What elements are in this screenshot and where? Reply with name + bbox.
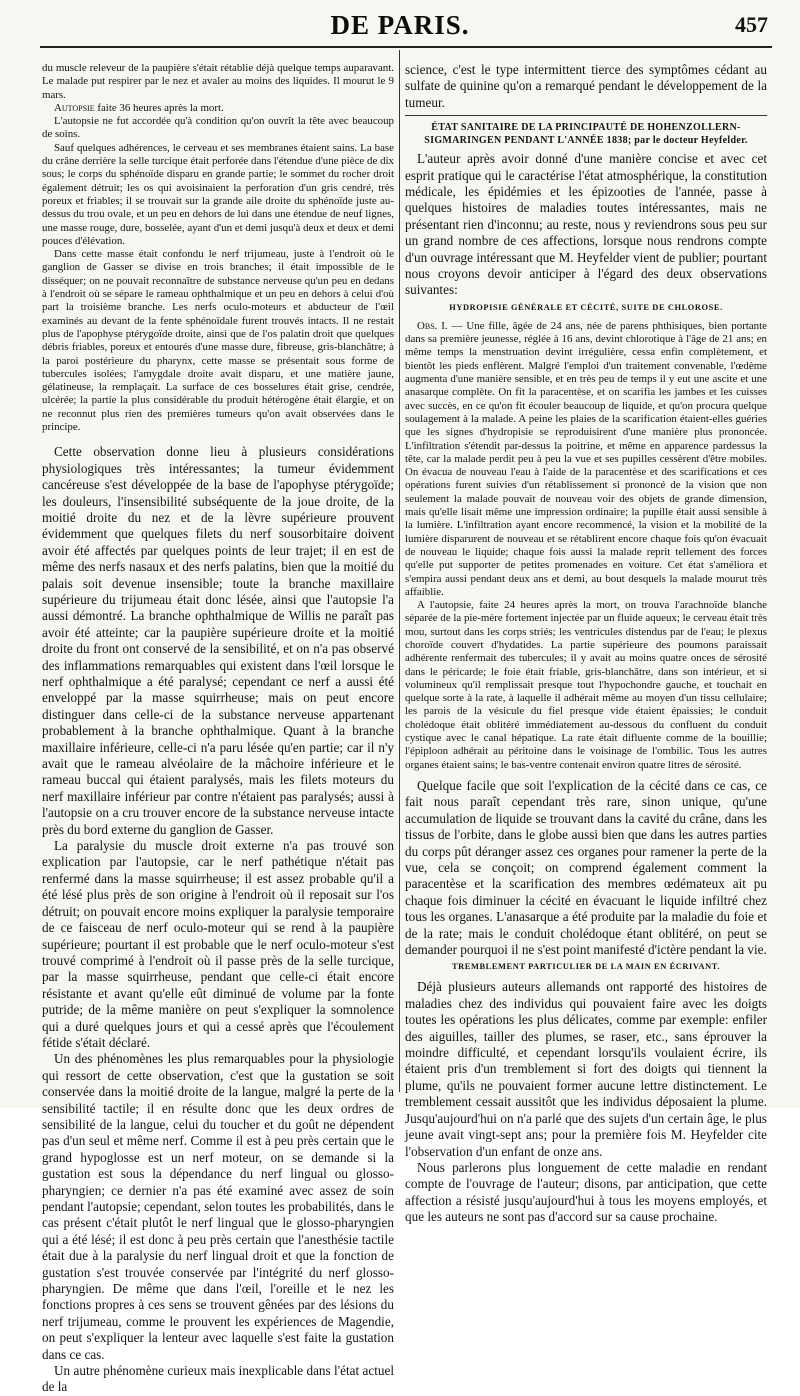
right-column — [405, 62, 767, 1225]
observation-text: — Une fille, âgée de 24 ans, née de parens phthisiques, bien portante dans sa première jeunesse, réglée à 16 ans, devint chlorotique à l'âge de 21 ans; en même temps la menstruation devint irrégulière, cessa enfin complètement, et bientôt les pieds enflèrent. Malgré l'emploi d'un traitement convenable, l'œdème augmenta d'une manière sensible, et en très peu de temps il y eut une ascite et une anasarque complète. On fit la paracentèse, et on scarifia les jambes et les cuisses avec succès, en ce qu'on fit écouler beaucoup de liquide, et qu'on procura quelque soulagement à la malade. A peine les plaies de la scarification étaient-elles guéries que les signes d'hydropisie se reproduisirent d'une manière plus prononcée. L'infiltration s'étendit par-dessus la poitrine, et même en apparence pardessus la tête, car la malade perdit peu à peu la vue et ses pupilles cessèrent d'être mobiles. On évacua de nouveau l'eau à l'aide de la paracentèse et des scarifications et ces opérations furent suivies d'un rétablissement si prononcé de la vision que non seulement la malade pouvait de nouveau voir des objets de grande dimension, mais qu'elle lisait même une impression ordinaire; la pupille était aussi sensible à la lumière. L'infiltration ayant encore recommencé, la vision et la mobilité de la lumière disparurent de nouveau et se rétablirent encore chaque fois qu'on évacuait de nouveau le liquide; chaque fois aussi la malade reprit tellement des forces qu'elle put supporter de petites promenades en voiture. Cet état s'améliora et s'empira aussi pendant deux ans et demi, au bout desquels la malade mourut très affaiblie. — [405, 319, 767, 598]
article-title: ÉTAT SANITAIRE DE LA PRINCIPAUTÉ DE HOHENZOLLERN-SIGMARINGEN PENDANT L'ANNÉE 1838; par le docteur Heyfelder. — [424, 122, 748, 147]
page-title: DE PARIS. — [330, 10, 470, 40]
column-divider — [399, 50, 400, 1092]
paragraph: Un des phénomènes les plus remarquables pour la physiologie qui ressort de cette observation, c'est que la gustation se soit conservée dans la moitié droite de la langue, malgré la perte de la sensibilité tactile; il en résulte donc que les deux ordres de sensibilité de la langue, celui du toucher et du goût ne dépendent pas d'un seul et même nerf. Comme il est à peu près certain que le grand hypoglosse est un nerf moteur, on se demande si la gustation est sous la dépendance du nerf lingual ou glosso-pharyngien; ce dernier n'a pas été examiné avec assez de soin pendant l'autopsie; cependant, selon toutes les probabilités, dans le cas présent c'était plutôt le nerf lingual que le glosso-pharyngien qui a été lésé; il est donc à peu près certain que l'anesthésie tactile était due à la paralysie du nerf lingual droit et que la fonction de gustation s'est trouvée conservée par l'intégrité du nerf glosso-pharyngien. De même que dans l'œil, l'oreille et le nez les fonctions propres à ces sens se trouvent gênées par des lésions du nerf trijumeau, comme le prouvent les expériences de Magendie, on peut s'expliquer la lenteur avec laquelle s'est faite la gustation dans ce cas. — [42, 1051, 394, 1362]
page-number: 457 — [735, 12, 768, 37]
paragraph: A l'autopsie, faite 24 heures après la mort, on trouva l'arachnoïde blanche séparée de la pie-mère fortement injectée par un fluide aqueux; le cerveau était très mou, surtout dans les corps striés; les ventricules distendus par de l'eau; le plexus choroïde couvert d'hydatides. La partie supérieure des poumons paraissait adhérente renfermait des tubercules; il y avait au moins quatre onces de sérosité dans le péricarde; le foie était friable, gris-blanchâtre, dans son intérieur, et si volumineux qu'il remplissait presque tout l'hypochondre gauche, et touchait en quelque sorte à la rate, à laquelle il adhérait même au moyen d'un tissu cellulaire; les parois de la vésicule du fiel presque vide étaient épaissies; le conduit cholédoque était oblitéré immédiatement au-dessous du confluent du conduit cystique avec le canal hépatique. La rate était difluente comme de la bouillie; l'épiploon adhérait au péritoine dans le voisinage de l'ombilic. Tous les autres organes étaient sains; le bas-ventre contenait environ quatre litres de sérosité. — [405, 599, 767, 771]
autopsy-text: faite 36 heures après la mort. — [94, 101, 224, 114]
paragraph: La paralysie du muscle droit externe n'a pas trouvé son explication par l'autopsie, car le nerf pathétique n'était pas renfermé dans la masse squirrheuse; il est assez probable qu'il a été lésé plus près de son origine à l'endroit où il reposait sur l'os détruit; on pouvait encore moins expliquer la paralysie temporaire de ce faisceau de nerf oculo-moteur qui se rend à la paupière supérieure; pourtant il est probable que le nerf oculo-moteur s'est trouvé comprimé à l'endroit où il passe près de la selle turcique, par la masse squirrheuse, pendant que celle-ci était encore résistante et avant qu'elle eût diminué de volume par la fonte putride; de la même manière on peut s'expliquer la somnolence qui a duré quelques jours et qui a cessé après que l'écoulement fétide s'était déclaré. — [42, 838, 394, 1050]
header-rule — [40, 46, 772, 48]
autopsy-line — [42, 102, 394, 115]
paragraph: L'auteur après avoir donné d'une manière concise et avec cet esprit pratique qui le caractérise l'état atmosphérique, la constitution médicale, les épidémies et les épizooties de l'année, passe à quelques histoires de maladies toutes intéressantes, mais ne présentant rien d'inconnu; au reste, nous y reviendrons sous peu sur un grand nombre de ces affections, lorsque nous rendrons compte d'un ouvrage intéressant que M. Heyfelder vient de publier; pourtant nous croyons devoir anticiper à l'égard des deux observations suivantes: — [405, 151, 767, 298]
paragraph: du muscle releveur de la paupière s'était rétablie déjà quelque temps auparavant. Le malade put respirer par le nez et avaler au moins des liquides. Il mourut le 9 mars. — [42, 62, 394, 101]
article-separator — [405, 115, 767, 116]
paragraph: Sauf quelques adhérences, le cerveau et ses membranes étaient sains. La base du crâne derrière la selle turcique était perforée dans l'étendue d'une pièce de dix sous; le corps du sphénoïde disparu en grande partie; le sommet du rocher droit également détruit; les os qui avoisinaient la perforation d'un gris cendré, très poreux et friables; il se trouvait sur la grande aile droite du sphénoïde juste au-dessus du trou ovale, et un peu en dehors de lui dans une étendue de neuf lignes, une masse rouge, dure, bosselée, ayant d'un et demi jusqu'à deux et deux et demi pouces d'élévation. — [42, 141, 394, 247]
autopsy-label: Autopsie — [54, 101, 95, 114]
page-header — [0, 0, 800, 50]
paragraph: Déjà plusieurs auteurs allemands ont rapporté des histoires de maladies chez des individus qui pouvaient faire avec les doigts toutes les opérations les plus délicates, comme par exemple: enfiler des aiguilles, tailler des plumes, se raser, etc., sans éprouver la moindre difficulté, et cependant lorsqu'ils voulaient écrire, ils étaient pris d'un tremblement si fort des doigts qui tiennent la plume, qu'ils ne pouvaient former aucune lettre distinctement. Le tremblement cessait aussitôt que les individus déposaient la plume. Jusqu'aujourd'hui on n'a parlé que des sujets d'un certain âge, le plus jeune avait vingt-sept ans; pour la première fois M. Heyfelder cite l'observation d'un enfant de onze ans. — [405, 979, 767, 1159]
paragraph: Un autre phénomène curieux mais inexplicable dans l'état actuel de la — [42, 1363, 394, 1395]
paragraph: science, c'est le type intermittent tierce des symptômes cédant au sulfate de quinine qu'on a remarqué pendant le développement de la tumeur. — [405, 62, 767, 110]
observation-paragraph — [405, 320, 767, 599]
paragraph: Cette observation donne lieu à plusieurs considérations physiologiques très intéressantes; la tumeur évidemment cancéreuse s'est développée de la base de l'apophyse ptérygoïde; les douleurs, l'insensibilité subséquente de la joue droite, de la moitié droite du nez et de la lèvre supérieure prouvent évidemment que quelques filets du nerf sousorbitaire doivent avoir été affectés par quelques points de leur trajet; il en est de même des nerfs nasaux et des nerfs palatins, bien que la moitié du palais soit devenue insensible; toute la branche maxillaire supérieure du trijumeau était donc lésée, ainsi que l'autopsie l'a aussi démontré. La branche ophthalmique de Willis ne paraît pas avoir été atteinte; car la paupière supérieure droite et la moitié droite du front ont conservé de la sensibilité, et on n'a pas observé des inflammations remarquables qui existent dans l'œil lorsque le nerf ophthalmique a été paralysé; cependant ce nerf a aussi été enveloppé par la masse squirrheuse; mais on peut encore distinguer dans celle-ci de la substance nerveuse appartenant probablement à la branche ophthalmique. Quant à la branche maxillaire inférieure, celle-ci n'a paru lésée qu'en partie; car il n'y avait que le rameau alvéolaire de la mâchoire inférieure et le rameau buccal qui étaient paralysés, mais les filets moteurs du nerf maxillaire inférieur par contre n'étaient pas paralysés; aussi à l'autopsie on a cru trouver encore de la substance nerveuse intacte près du bord externe du ganglion de Gasser. — [42, 444, 394, 837]
subheading: TREMBLEMENT PARTICULIER DE LA MAIN EN ÉCRIVANT. — [451, 962, 721, 972]
paragraph: Quelque facile que soit l'explication de la cécité dans ce cas, ce fait nous paraît cependant très rare, sinon unique, qu'une accumulation de liquide se trouvant dans la cavité du crâne, dans les tissus de l'orbite, dans le globe aussi bien que dans les autres parties du corps pût déranger assez ces organes pour ramener la perte de la vue, cela se conçoit; on comprend également comment la paracentèse et la scarification des membres œdémateux ait pu chaque fois diminuer la cécité en évacuant le liquide infiltré chez tous les organes. L'anasarque a été produite par la maladie du foie et de la rate; mais le conduit cholédoque étant oblitéré, on peut se demander pourquoi il ne s'est point manifesté d'ictère pendant la vie. — [405, 777, 767, 958]
left-column — [42, 62, 394, 1395]
paragraph: Nous parlerons plus longuement de cette maladie en rendant compte de l'ouvrage de l'auteur; disons, par anticipation, que cette affection a résisté jusqu'aujourd'hui à tous les moyens employés, et que les auteurs ne sont pas d'accord sur sa cause prochaine. — [405, 1159, 767, 1225]
subheading: HYDROPISIE GÉNÉRALE ET CÉCITÉ, SUITE DE CHLOROSE. — [449, 302, 723, 312]
paragraph: L'autopsie ne fut accordée qu'à condition qu'on ouvrît la tête avec beaucoup de soins. — [42, 115, 394, 141]
paragraph: Dans cette masse était confondu le nerf trijumeau, juste à l'endroit où le ganglion de Gasser se divise en trois branches; il était impossible de le disséquer; on ne pouvait reconnaître de substance nerveuse qu'un peu en dedans à l'endroit où se sépare le rameau ophthalmique et un peu en dehors à celui d'où part la troisième branche. Les nerfs oculo-moteurs et abducteur de l'œil examinés au devant de la fente sphénoïdale furent trouvés intacts. Il ne restait plus de l'apophyse ptérygoïde droite, ainsi que de l'os palatin droit que quelques débris friables, poreux et entourés d'une masse dure, fibreuse, gris-blanchâtre; à la paroi postérieure du pharynx, cette masse se présentait sous forme de tubercules isolées; l'amygdale droite avait disparu, et une matière jaune, gélatineuse, la remplaçait. La surface de ces bosselures était grise, cendrée, ulcérée; la partie la plus considérable du produit hétérogène était élargie, et on ne reconnut plus rien des premières tumeurs qu'on avait observées dans le principe. — [42, 248, 394, 434]
observation-label: Obs. I. — [417, 319, 448, 332]
